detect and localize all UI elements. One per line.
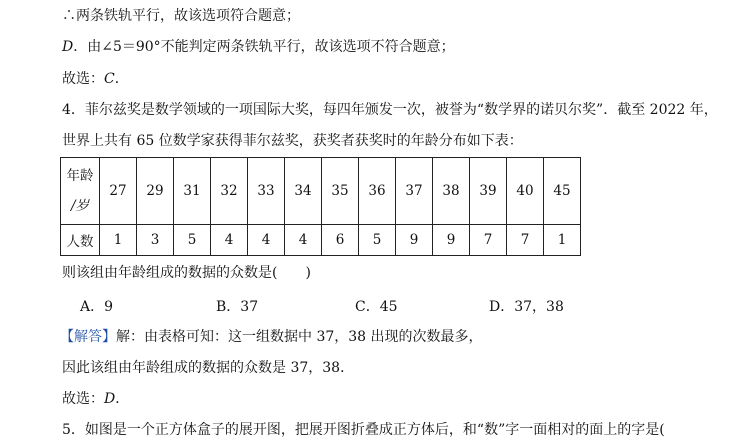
answer-letter: C [104,71,115,87]
question-4-line-2: 世界上共有 65 位数学家获得菲尔兹奖，获奖者获奖时的年龄分布如下表： [62,133,523,149]
count-cell: 4 [285,225,322,256]
final-answer-prefix: 故选： [62,391,104,407]
text-line-option-d-analysis [62,37,455,57]
count-header-cell: 人数 [61,225,100,256]
count-cell: 3 [137,225,174,256]
question-5-line: 5．如图是一个正方体盒子的展开图，把展开图折叠成正方体后，和“数”字一面相对的面上的字是( [62,422,665,438]
table-row-ages [61,158,581,225]
option-c: C．45 [355,299,398,315]
answer-prefix: 故选： [62,71,104,87]
age-header-cell [61,158,100,225]
option-a: A．9 [80,299,114,315]
count-cell: 4 [211,225,248,256]
count-cell: 4 [248,225,285,256]
age-cell: 34 [285,158,322,225]
count-cell: 1 [544,225,581,256]
age-cell: 39 [470,158,507,225]
age-header-line-1: 年龄 [66,168,94,184]
solution-conclusion: 因此该组由年龄组成的数据的众数是 37，38． [62,360,355,376]
age-cell: 40 [507,158,544,225]
final-answer-line [62,389,129,409]
age-cell: 38 [433,158,470,225]
age-cell: 31 [174,158,211,225]
age-header-line-2: /岁 [70,198,90,214]
age-cell: 45 [544,158,581,225]
age-cell: 37 [396,158,433,225]
solution-line [60,327,483,347]
table-row-counts [61,225,581,256]
count-cell: 6 [322,225,359,256]
final-answer-suffix: ． [115,391,130,407]
count-cell: 9 [433,225,470,256]
age-cell: 35 [322,158,359,225]
option-d: D．37，38 [489,299,564,315]
option-d-label: D [62,39,74,55]
option-b: B．37 [216,299,259,315]
count-cell: 1 [100,225,137,256]
text-line-answer-c [62,69,129,89]
answer-suffix: ． [114,71,129,87]
solution-tag: 【解答】 [60,329,116,345]
solution-text: 解：由表格可知：这一组数据中 37，38 出现的次数最多， [116,329,483,345]
question-4-prompt: 则该组由年龄组成的数据的众数是( ) [62,265,311,281]
age-cell: 27 [100,158,137,225]
age-cell: 36 [359,158,396,225]
count-cell: 9 [396,225,433,256]
count-cell: 5 [174,225,211,256]
count-cell: 7 [507,225,544,256]
final-answer-letter: D [104,391,116,407]
text-line-conclusion-c: ∴两条铁轨平行，故该选项符合题意； [62,8,300,24]
count-cell: 5 [359,225,396,256]
age-cell: 32 [211,158,248,225]
option-d-analysis-text: ．由∠5＝90°不能判定两条铁轨平行，故该选项不符合题意； [73,39,455,55]
question-4-line-1: 4．菲尔兹奖是数学领域的一项国际大奖，每四年颁发一次，被誉为“数学界的诺贝尔奖”．截至 2022 年， [62,102,718,118]
age-cell: 29 [137,158,174,225]
age-cell: 33 [248,158,285,225]
age-distribution-table [60,157,581,256]
count-cell: 7 [470,225,507,256]
